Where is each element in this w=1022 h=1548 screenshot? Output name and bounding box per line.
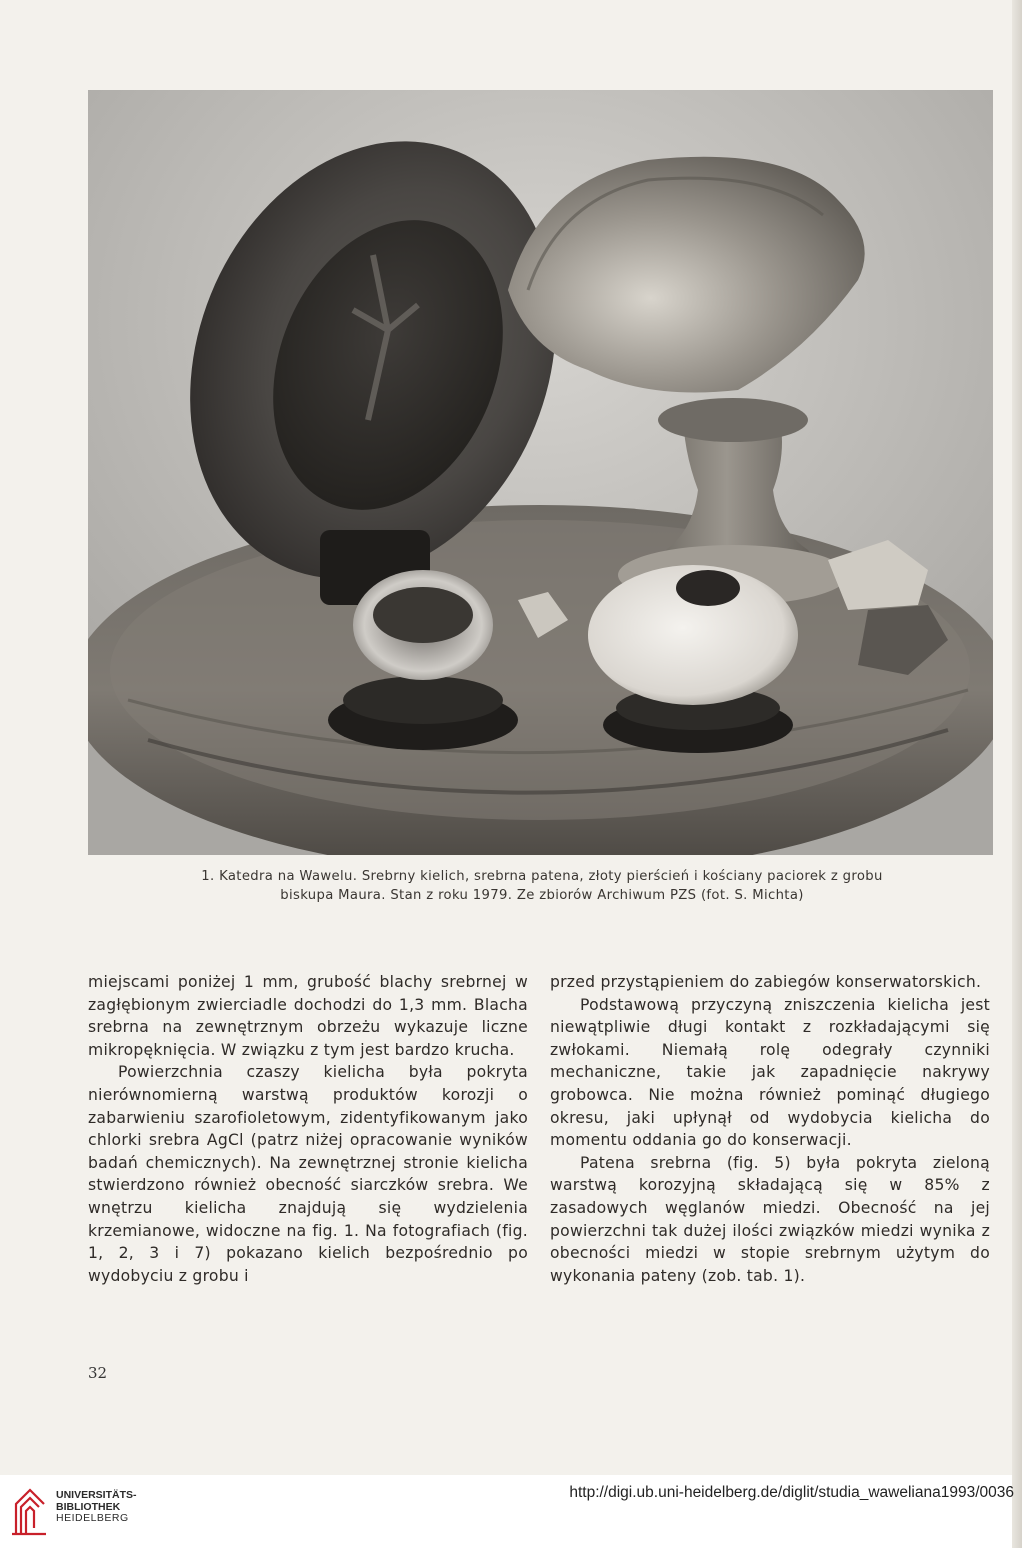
right-paragraph-2: Podstawową przyczyną zniszczenia kielicha jest niewątpliwie długi kontakt z rozkładającymi się zwłokami. Niemałą rolę odegrały czynniki mechaniczne, takie jak zapadnięcie nakrywy grobowca. Nie można również pominąć długiego okresu, jaki upłynął od wydobycia kielicha do momentu oddania go do konserwacji. xyxy=(550,995,990,1150)
right-paragraph-1: przed przystąpieniem do zabiegów konserwatorskich. xyxy=(550,973,982,991)
source-url-link[interactable]: http://digi.ub.uni-heidelberg.de/diglit/studia_waweliana1993/0036 xyxy=(569,1484,1014,1501)
left-paragraph-1: miejscami poniżej 1 mm, grubość blachy srebrnej w zagłębionym zwierciadle dochodzi do 1,3 mm. Blacha srebrna na zewnętrznym obrzeżu wykazuje liczne mikropęknięcia. W związku z tym jest bardzo krucha. xyxy=(88,973,528,1059)
right-paragraph-3: Patena srebrna (fig. 5) była pokryta zieloną warstwą korozyjną składającą się w 85% z zasadowych węglanów miedzi. Obecność na jej powierzchni tak dużej ilości związków miedzi wynika z obecności miedzi w stopie srebrnym użytym do wykonania pateny (zob. tab. 1). xyxy=(550,1153,990,1285)
left-column xyxy=(88,971,528,1287)
figure-caption xyxy=(118,867,966,905)
caption-line-1: 1. Katedra na Wawelu. Srebrny kielich, srebrna patena, złoty pierścień i kościany paciorek z grobu xyxy=(201,869,883,884)
page-number: 32 xyxy=(88,1364,108,1382)
library-name-line-2: BIBLIOTHEK xyxy=(56,1500,121,1513)
left-paragraph-2: Powierzchnia czaszy kielicha była pokryta nierównomierną warstwą produktów korozji o zabarwieniu szarofioletowym, zidentyfikowanym jako chlorki srebra AgCl (patrz niżej opracowanie wyników badań chemicznych). Na zewnętrznej stronie kielicha stwierdzono również obecność siarczków srebra. We wnętrzu kielicha znajdują się wydzielenia krzemianowe, widoczne na fig. 1. Na fotografiach (fig. 1, 2, 3 i 7) pokazano kielich bezpośrednio po wydobyciu z grobu i xyxy=(88,1063,528,1285)
figure-photo xyxy=(88,90,993,855)
library-name-line-3: HEIDELBERG xyxy=(56,1512,129,1524)
right-column xyxy=(550,971,990,1287)
caption-line-2: biskupa Maura. Stan z roku 1979. Ze zbiorów Archiwum PZS (fot. S. Michta) xyxy=(280,888,804,903)
library-logo-icon xyxy=(10,1484,48,1538)
page-edge xyxy=(1012,0,1022,1548)
library-name-line-1: UNIVERSITÄTS- xyxy=(56,1489,137,1501)
library-name xyxy=(56,1490,137,1525)
